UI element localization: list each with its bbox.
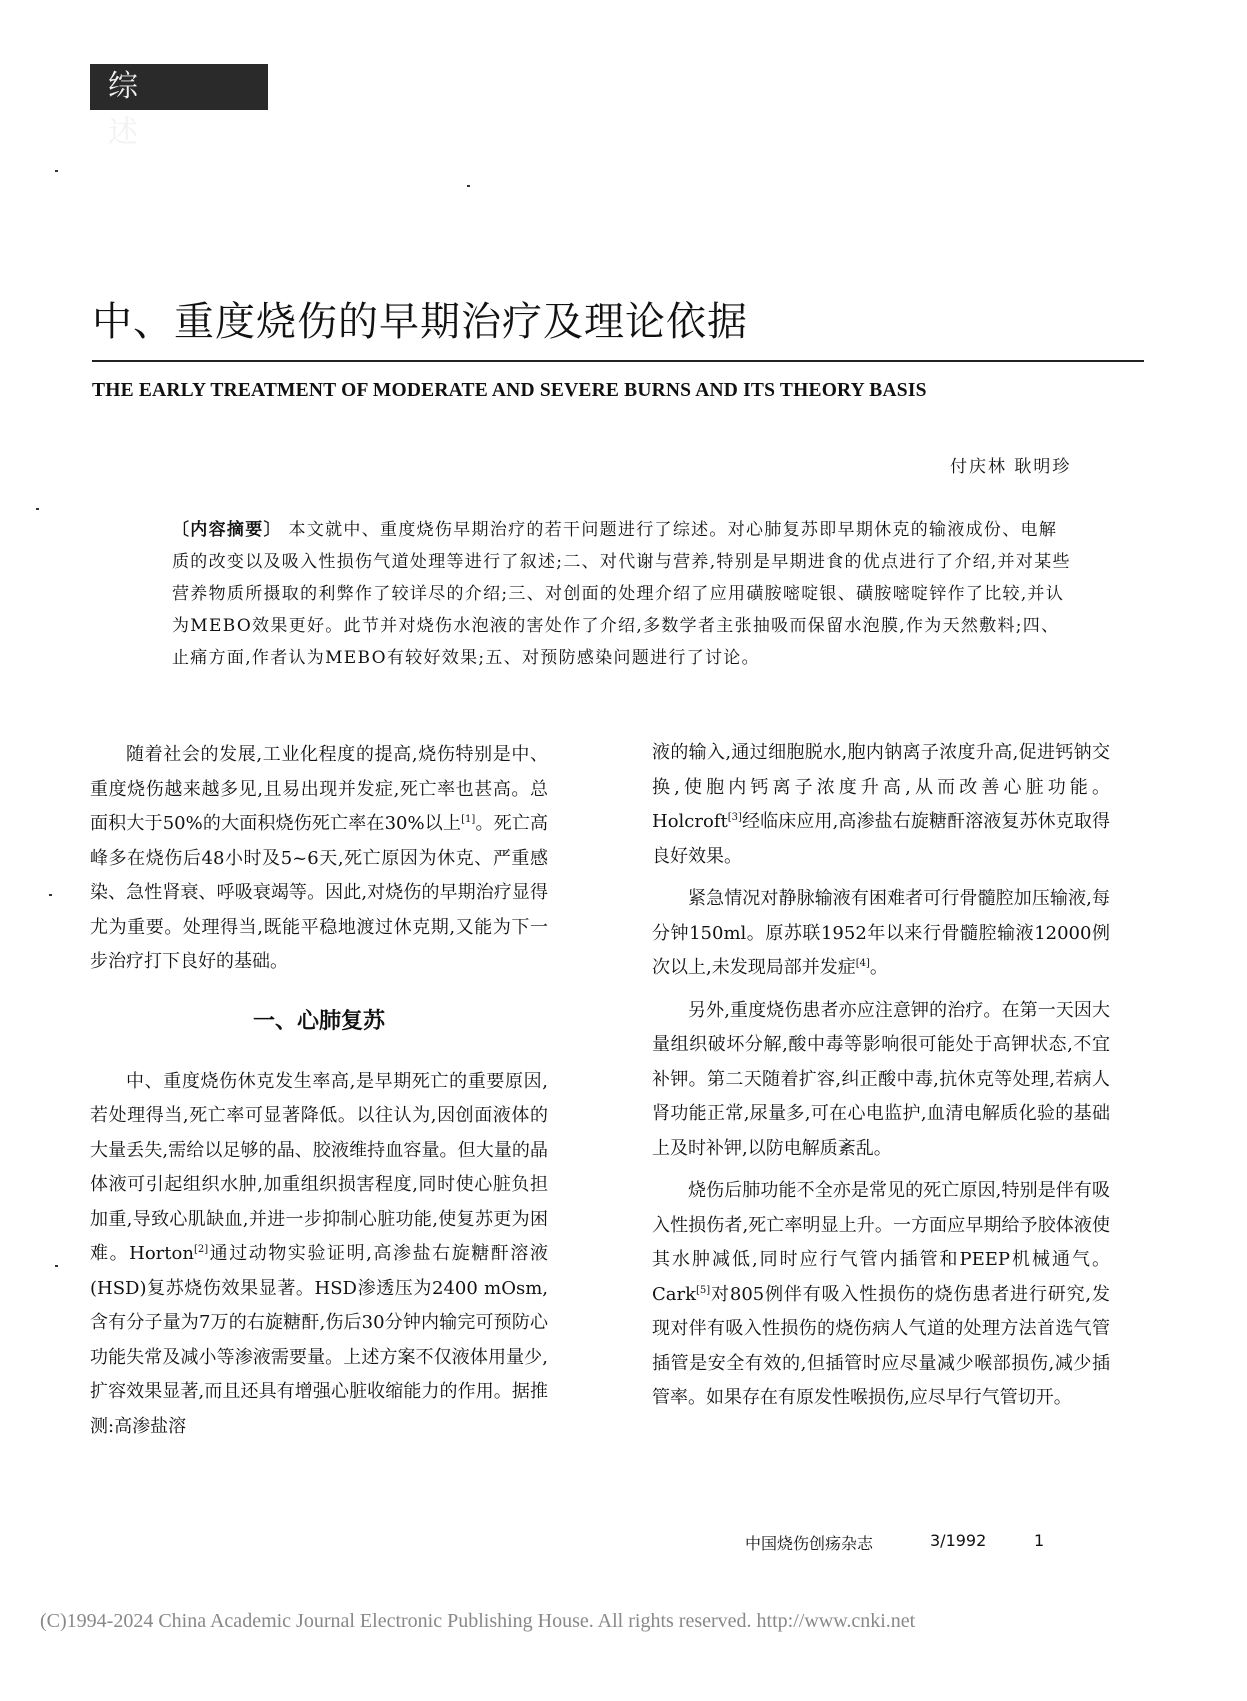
title-chinese: 中、重度烧伤的早期治疗及理论依据 [92,299,748,345]
citation: [5] [696,1284,711,1296]
scan-speck [49,894,52,896]
paragraph: 另外,重度烧伤患者亦应注意钾的治疗。在第一天因大量组织破坏分解,酸中毒等影响很可能处于高钾状态,不宜补钾。第二天随着扩容,纠正酸中毒,抗休克等处理,若病人肾功能正常,尿量多,可在心电监护,血清电解质化验的基础上及时补钾,以防电解质紊乱。 [652,999,1110,1159]
right-column [652,736,1110,1416]
section-heading: 一、心肺复苏 [252,1008,385,1034]
title-english: THE EARLY TREATMENT OF MODERATE AND SEVERE BURNS AND ITS THEORY BASIS [92,380,927,401]
abstract-text: 本文就中、重度烧伤早期治疗的若干问题进行了综述。对心肺复苏即早期休克的输液成份、电解质的改变以及吸入性损伤气道处理等进行了叙述;二、对代谢与营养,特别是早期进食的优点进行了介绍,并对某些营养物质所摄取的利弊作了较详尽的介绍;三、对创面的处理介绍了应用磺胺嘧啶银、磺胺嘧啶锌作了比较,并认为MEBO效果更好。此节并对烧伤水泡液的害处作了介绍,多数学者主张抽吸而保留水泡膜,作为天然敷料;四、止痛方面,作者认为MEBO有较好效果;五、对预防感染问题进行了讨论。 [172,520,1071,668]
left-column [90,738,548,1444]
footer-issue: 3/1992 [930,1531,987,1550]
abstract [172,514,1072,674]
scan-speck [36,508,39,510]
footer-journal: 中国烧伤创疡杂志 [745,1534,874,1553]
authors: 付庆林 耿明珍 [950,457,1072,477]
citation: [1] [461,814,476,825]
paragraph: 中、重度烧伤休克发生率高,是早期死亡的重要原因,若处理得当,死亡率可显著降低。以往认为,因创面液体的大量丢失,需给以足够的晶、胶液维持血容量。但大量的晶体液可引起组织水肿,加重组织损害程度,同时使心脏负担加重,导致心肌缺血,并进一步抑制心脏功能,使复苏更为困难。Horton[2]通过动物实验证明,高渗盐右旋糖酐溶液(HSD)复苏烧伤效果显著。HSD渗透压为2400 mOsm,含有分子量为7万的右旋糖酐,伤后30分钟内输完可预防心功能失常及减小等渗液需要量。上述方案不仅液体用量少,扩容效果显著,而且还具有增强心脏收缩能力的作用。据推测:高渗盐溶 [90,1070,548,1437]
copyright-notice: (C)1994-2024 China Academic Journal Electronic Publishing House. All rights reserved. http://www.cnki.net [40,1610,916,1632]
section-tag: 综 述 [90,64,268,110]
citation: [2] [193,1244,209,1255]
paragraph: 随着社会的发展,工业化程度的提高,烧伤特别是中、重度烧伤越来越多见,且易出现并发症,死亡率也甚高。总面积大于50%的大面积烧伤死亡率在30%以上[1]。死亡高峰多在烧伤后48小时及5~6天,死亡原因为休克、严重感染、急性肾衰、呼吸衰竭等。因此,对烧伤的早期治疗显得尤为重要。处理得当,既能平稳地渡过休克期,又能为下一步治疗打下良好的基础。 [90,744,549,972]
citation: [4] [855,958,870,969]
scan-speck [55,1265,58,1267]
paragraph: 紧急情况对静脉输液有困难者可行骨髓腔加压输液,每分钟150ml。原苏联1952年以来行骨髓腔输液12000例次以上,未发现局部并发症[4]。 [652,888,1110,978]
abstract-label: 〔内容摘要〕 [172,520,282,540]
title-rule [92,360,1144,362]
scan-speck [55,170,58,172]
scan-speck [467,185,470,187]
paragraph: 液的输入,通过细胞脱水,胞内钠离子浓度升高,促进钙钠交换,使胞内钙离子浓度升高,从而改善心脏功能。Holcroft[3]经临床应用,高渗盐右旋糖酐溶液复苏休克取得良好效果。 [652,742,1110,867]
paragraph: 烧伤后肺功能不全亦是常见的死亡原因,特别是伴有吸入性损伤者,死亡率明显上升。一方面应早期给予胶体液使其水肿减低,同时应行气管内插管和PEEP机械通气。Cark[5]对805例伴有吸入性损伤的烧伤患者进行研究,发现对伴有吸入性损伤的烧伤病人气道的处理方法首选气管插管是安全有效的,但插管时应尽量减少喉部损伤,减少插管率。如果存在有原发性喉损伤,应尽早行气管切开。 [652,1180,1110,1408]
citation: [3] [727,812,742,823]
footer-page-number: 1 [1034,1531,1045,1550]
